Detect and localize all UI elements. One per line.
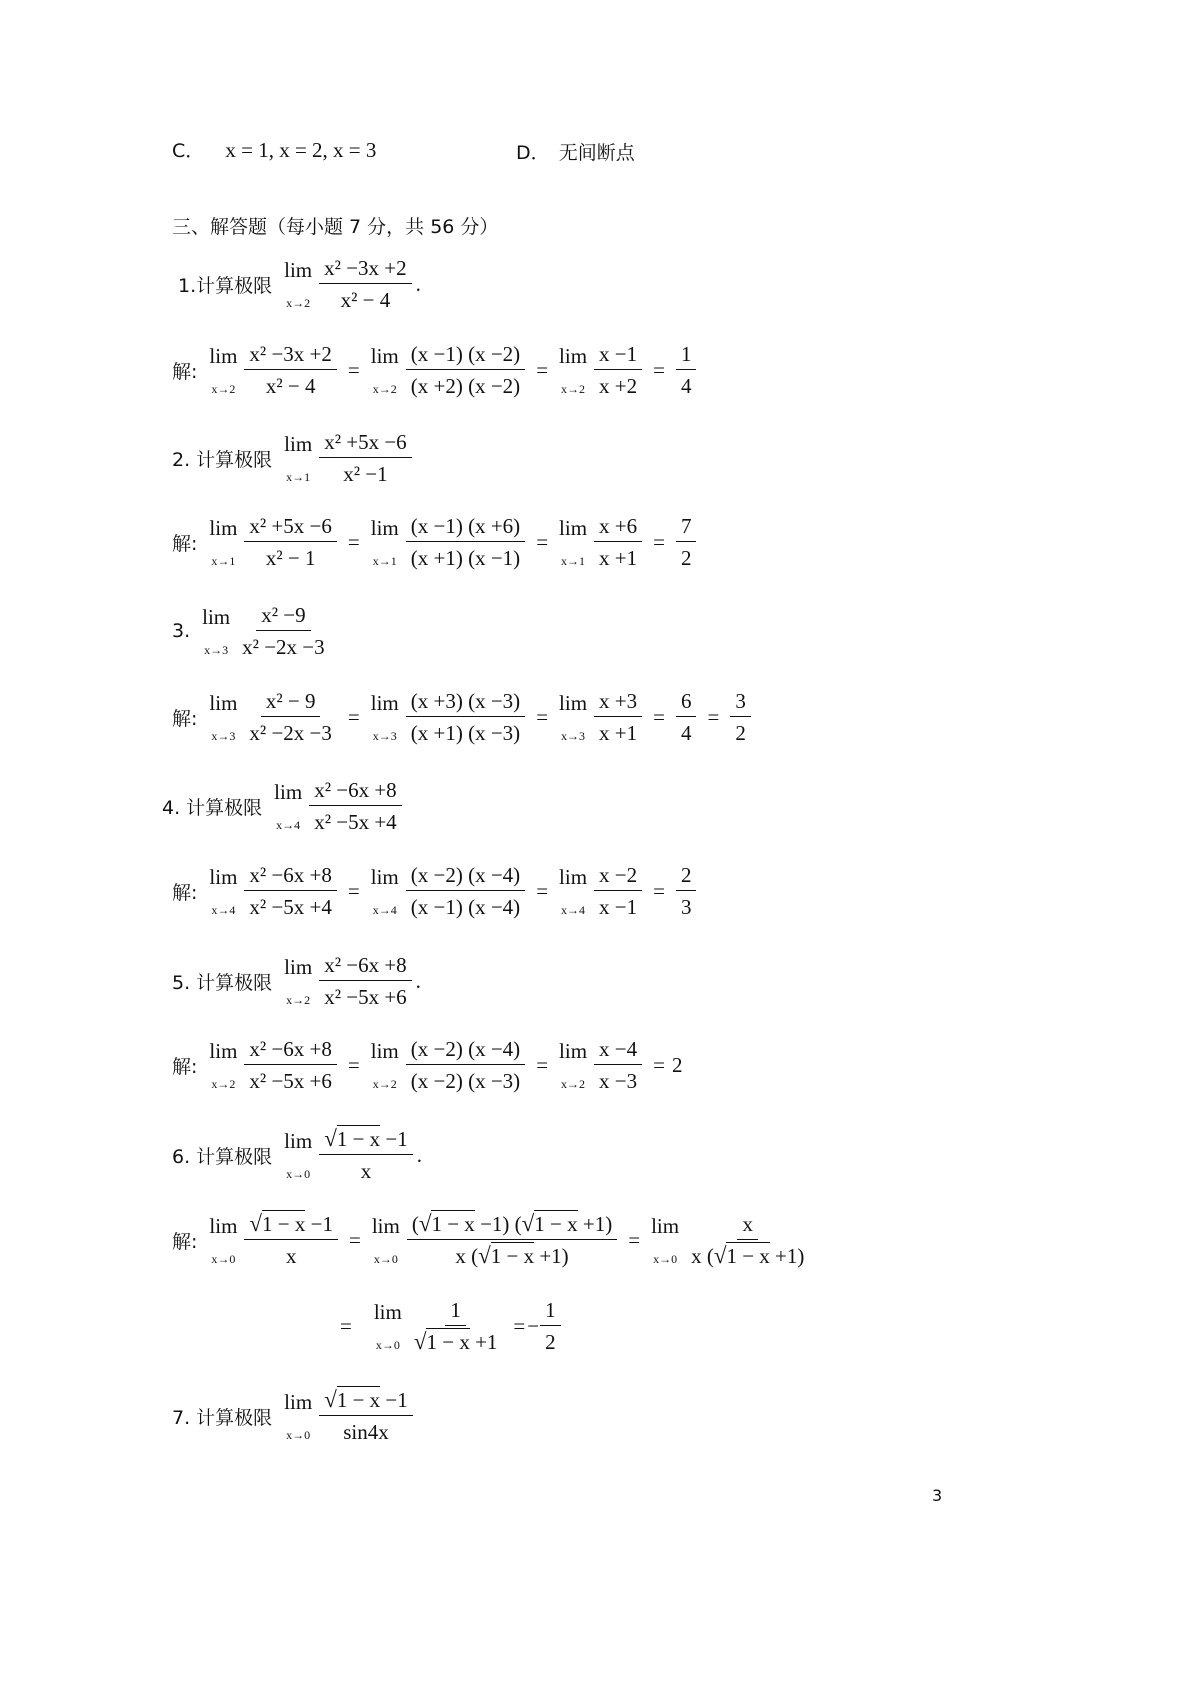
lim-subscript: x→2	[561, 1077, 586, 1091]
equals-sign: =	[536, 529, 549, 554]
lim-word: lim	[370, 344, 399, 368]
fraction	[676, 689, 697, 745]
lim-subscript: x→3	[204, 643, 229, 657]
equals-sign: =	[513, 1313, 526, 1338]
numerator: x +6	[594, 514, 642, 542]
radicand: 1 − x	[490, 1244, 535, 1268]
result-fraction	[540, 1298, 561, 1354]
numerator: 1	[676, 342, 697, 370]
numerator: (x −1) (x −2)	[406, 342, 525, 370]
denominator	[450, 1240, 573, 1268]
denominator: x² −5x +4	[314, 810, 397, 834]
fraction	[319, 953, 411, 1009]
limit-operator	[284, 258, 312, 310]
lim-word: lim	[373, 1300, 402, 1324]
lim-subscript: x→4	[276, 818, 301, 832]
lim-subscript: x→2	[372, 1077, 397, 1091]
equals-sign: =	[347, 357, 360, 382]
fraction	[319, 430, 411, 486]
lim-word: lim	[209, 344, 238, 368]
equals-sign: =	[347, 1052, 360, 1077]
numerator: x² −6x +8	[309, 778, 401, 806]
lim-word: lim	[284, 955, 313, 979]
denominator: x +1	[599, 546, 638, 570]
lim-subscript: x→1	[286, 470, 311, 484]
lim-word: lim	[370, 1039, 399, 1063]
problem-6	[172, 1127, 422, 1183]
denominator: sin4x	[343, 1420, 389, 1444]
radicand: 1 − x	[262, 1212, 306, 1236]
lim-subscript: x→0	[373, 1252, 398, 1266]
numerator: x −4	[594, 1037, 642, 1065]
numerator-tail: −1	[380, 1127, 408, 1151]
radical-sign: √	[478, 1243, 491, 1268]
lim-subscript: x→3	[561, 729, 586, 743]
denominator: x +2	[599, 374, 638, 398]
lim-subscript: x→3	[372, 729, 397, 743]
fraction	[594, 863, 642, 919]
radicand: 1 − x	[534, 1212, 578, 1236]
numerator: x −2	[594, 863, 642, 891]
lim-subscript: x→1	[372, 554, 397, 568]
equals-sign: =	[628, 1227, 641, 1252]
limit-operator	[209, 865, 237, 917]
fraction	[594, 342, 642, 398]
result-fraction	[676, 863, 697, 919]
option-d	[516, 138, 635, 165]
lim-subscript: x→2	[211, 1077, 236, 1091]
limit-operator	[374, 1300, 402, 1352]
problem-3	[172, 603, 334, 659]
radical-sign: √	[324, 1126, 337, 1151]
numerator: (x −2) (x −4)	[406, 1037, 525, 1065]
fraction	[406, 342, 525, 398]
problem-5	[172, 953, 421, 1009]
lim-word: lim	[284, 432, 313, 456]
solution-1	[172, 342, 700, 398]
solution-2	[172, 514, 700, 570]
solution-4	[172, 863, 700, 919]
denominator: x −1	[599, 895, 638, 919]
result-fraction	[676, 514, 697, 570]
denominator: (x +1) (x −1)	[410, 546, 521, 570]
fraction	[686, 1212, 809, 1268]
limit-operator	[202, 605, 230, 657]
result-fraction	[730, 689, 751, 745]
period: .	[415, 968, 421, 993]
radical-sign: √	[324, 1387, 337, 1412]
denominator: (x +2) (x −2)	[410, 374, 521, 398]
problem-4	[162, 778, 406, 834]
numerator: x² −6x +8	[244, 863, 336, 891]
lim-subscript: x→4	[211, 903, 236, 917]
equals-sign: =	[340, 1313, 352, 1338]
lim-word: lim	[370, 516, 399, 540]
lim-word: lim	[559, 691, 588, 715]
fraction	[319, 1388, 413, 1444]
problem-7	[172, 1388, 417, 1444]
limit-operator	[209, 691, 237, 743]
equals-sign: =	[653, 357, 665, 382]
lim-subscript: x→0	[286, 1167, 311, 1181]
limit-operator	[371, 865, 399, 917]
numerator: x² −6x +8	[319, 953, 411, 981]
limit-operator	[371, 1039, 399, 1091]
period: .	[415, 271, 421, 296]
lim-word: lim	[370, 691, 399, 715]
numerator: (x −1) (x +6)	[406, 514, 525, 542]
numerator: 3	[730, 689, 751, 717]
denominator: 2	[735, 721, 746, 745]
limit-operator	[372, 1214, 400, 1266]
numerator: (x −2) (x −4)	[406, 863, 525, 891]
paren: (	[411, 1212, 419, 1236]
denominator: x² −2x −3	[242, 635, 325, 659]
numerator	[407, 1212, 617, 1240]
problem-label: 3.	[172, 620, 191, 642]
solution-label: 解:	[172, 881, 198, 904]
equals-sign: =	[347, 704, 360, 729]
limit-operator	[209, 344, 237, 396]
problem-label: 1.计算极限	[178, 274, 273, 297]
limit-operator	[209, 516, 237, 568]
numerator: x² −9	[256, 603, 310, 631]
fraction	[594, 514, 642, 570]
fraction	[406, 1037, 525, 1093]
lim-word: lim	[370, 865, 399, 889]
lim-word: lim	[209, 1039, 238, 1063]
result-fraction	[676, 342, 697, 398]
lim-subscript: x→2	[372, 382, 397, 396]
equals-sign: =	[536, 357, 549, 382]
problem-label: 6. 计算极限	[172, 1145, 273, 1168]
lim-subscript: x→0	[286, 1428, 311, 1442]
fraction	[244, 342, 336, 398]
limit-operator	[284, 1129, 312, 1181]
lim-subscript: x→2	[561, 382, 586, 396]
radical-sign: √	[413, 1329, 427, 1354]
denominator-pre: x (	[691, 1244, 714, 1268]
radicand: 1 − x	[336, 1388, 381, 1412]
radicand: 1 − x	[726, 1244, 770, 1268]
denominator: x² −5x +6	[324, 985, 407, 1009]
denominator: (x −2) (x −3)	[410, 1069, 521, 1093]
fraction	[594, 1037, 642, 1093]
lim-subscript: x→2	[286, 993, 311, 1007]
lim-word: lim	[284, 1390, 313, 1414]
radical-sign: √	[521, 1211, 535, 1236]
denominator: x² −2x −3	[249, 721, 332, 745]
fraction	[409, 1298, 503, 1354]
limit-operator	[371, 344, 399, 396]
equals-sign: =	[536, 704, 549, 729]
equals-sign: =	[348, 1227, 361, 1252]
denominator: x +1	[599, 721, 638, 745]
fraction	[244, 863, 336, 919]
option-d-text: 无间断点	[558, 142, 635, 164]
fraction	[406, 689, 525, 745]
fraction	[244, 689, 336, 745]
numerator: x² − 9	[261, 689, 321, 717]
limit-operator	[209, 1214, 237, 1266]
lim-subscript: x→0	[211, 1252, 236, 1266]
lim-subscript: x→1	[211, 554, 236, 568]
lim-word: lim	[559, 516, 588, 540]
denominator-end: +1	[469, 1330, 498, 1354]
lim-word: lim	[209, 691, 238, 715]
limit-operator	[651, 1214, 679, 1266]
fraction	[407, 1212, 617, 1268]
fraction	[594, 689, 642, 745]
limit-operator	[371, 516, 399, 568]
denominator: 4	[680, 721, 692, 745]
limit-operator	[284, 432, 312, 484]
lim-subscript: x→4	[561, 903, 586, 917]
solution-label: 解:	[172, 707, 198, 730]
fraction	[244, 1037, 336, 1093]
solution-5	[172, 1037, 682, 1093]
denominator-end: +1)	[534, 1244, 569, 1268]
numerator: 1	[540, 1298, 561, 1326]
lim-subscript: x→0	[653, 1252, 678, 1266]
problem-label: 4. 计算极限	[162, 796, 263, 819]
numerator: x	[737, 1212, 758, 1240]
lim-subscript: x→2	[211, 382, 236, 396]
result-value: 2	[671, 1052, 683, 1077]
denominator: 2	[545, 1330, 556, 1354]
lim-word: lim	[284, 1129, 313, 1153]
numerator: 6	[676, 689, 697, 717]
denominator	[686, 1240, 809, 1268]
numerator	[244, 1212, 338, 1240]
lim-word: lim	[651, 1214, 680, 1238]
numerator: x² −3x +2	[244, 342, 336, 370]
fraction	[244, 514, 336, 570]
solution-label: 解:	[172, 360, 198, 383]
fraction	[237, 603, 329, 659]
lim-subscript: x→2	[286, 296, 311, 310]
radical-sign: √	[418, 1211, 432, 1236]
fraction	[406, 863, 525, 919]
lim-word: lim	[559, 865, 588, 889]
radicand: 1 − x	[431, 1212, 475, 1236]
numerator: x² +5x −6	[319, 430, 411, 458]
equals-sign: =	[536, 1052, 549, 1077]
equals-sign: =	[653, 878, 665, 903]
lim-subscript: x→1	[561, 554, 586, 568]
option-c	[172, 136, 376, 163]
problem-2	[172, 430, 416, 486]
limit-operator	[559, 691, 587, 743]
numerator-end: +1)	[577, 1212, 613, 1236]
denominator: x	[285, 1244, 297, 1268]
denominator: x² −5x +6	[249, 1069, 332, 1093]
fraction	[406, 514, 525, 570]
numerator	[319, 1388, 413, 1416]
fraction	[319, 1127, 413, 1183]
lim-word: lim	[371, 1214, 400, 1238]
denominator-pre: x (	[455, 1244, 479, 1268]
denominator: x	[360, 1159, 372, 1183]
lim-subscript: x→0	[375, 1338, 400, 1352]
denominator	[409, 1326, 503, 1354]
equals-sign: =	[707, 704, 720, 729]
limit-operator	[274, 780, 302, 832]
solution-label: 解:	[172, 1055, 198, 1078]
radical-sign: √	[249, 1211, 263, 1236]
limit-operator	[559, 516, 587, 568]
denominator: (x −1) (x −4)	[410, 895, 521, 919]
numerator	[319, 1127, 413, 1155]
denominator: x² − 4	[265, 374, 316, 398]
numerator: x +3	[594, 689, 642, 717]
limit-operator	[284, 955, 312, 1007]
fraction	[244, 1212, 338, 1268]
minus-sign: −	[527, 1313, 540, 1338]
denominator: x² −5x +4	[249, 895, 332, 919]
equals-sign: =	[536, 878, 549, 903]
radical-sign: √	[713, 1243, 727, 1268]
denominator: 4	[680, 374, 692, 398]
fraction	[309, 778, 401, 834]
numerator: 1	[445, 1298, 466, 1326]
limit-operator	[559, 344, 587, 396]
problem-label: 5. 计算极限	[172, 971, 273, 994]
option-c-label: C．	[172, 140, 205, 162]
solution-3	[172, 689, 755, 745]
radicand: 1 − x	[426, 1330, 470, 1354]
lim-word: lim	[284, 258, 313, 282]
lim-word: lim	[202, 605, 231, 629]
section-header: 三、解答题（每小题 7 分，共 56 分）	[172, 216, 499, 238]
denominator: (x +1) (x −3)	[410, 721, 521, 745]
numerator-tail: −1	[380, 1388, 408, 1412]
problem-label: 7. 计算极限	[172, 1406, 273, 1429]
radicand: 1 − x	[336, 1127, 381, 1151]
period: .	[416, 1142, 422, 1167]
solution-label: 解:	[172, 532, 198, 555]
page-number: 3	[932, 1486, 943, 1505]
denominator: 2	[680, 546, 692, 570]
problem-1	[178, 256, 421, 312]
lim-word: lim	[209, 1214, 238, 1238]
solution-label: 解:	[172, 1230, 198, 1253]
lim-word: lim	[559, 344, 588, 368]
limit-operator	[284, 1390, 312, 1442]
equals-sign: =	[653, 704, 665, 729]
denominator: x −3	[599, 1069, 638, 1093]
equals-sign: =	[653, 1052, 665, 1077]
denominator: x² −1	[343, 462, 388, 486]
lim-word: lim	[559, 1039, 588, 1063]
solution-6-line-2	[340, 1298, 565, 1354]
numerator: 7	[676, 514, 697, 542]
lim-word: lim	[274, 780, 303, 804]
fraction	[319, 256, 411, 312]
numerator-mid: −1) (	[474, 1212, 522, 1236]
denominator-end: +1)	[769, 1244, 805, 1268]
option-c-expr: x = 1, x = 2, x = 3	[225, 138, 377, 162]
equals-sign: =	[347, 878, 360, 903]
denominator: 3	[680, 895, 692, 919]
limit-operator	[209, 1039, 237, 1091]
numerator: x² −6x +8	[244, 1037, 336, 1065]
limit-operator	[559, 865, 587, 917]
lim-subscript: x→3	[211, 729, 236, 743]
limit-operator	[371, 691, 399, 743]
problem-label: 2. 计算极限	[172, 448, 273, 471]
lim-word: lim	[209, 865, 238, 889]
solution-6	[172, 1212, 813, 1268]
numerator: 2	[676, 863, 697, 891]
denominator: x² − 4	[340, 288, 391, 312]
limit-operator	[559, 1039, 587, 1091]
option-d-label: D．	[516, 142, 550, 164]
numerator: x² +5x −6	[244, 514, 336, 542]
numerator: x² −3x +2	[319, 256, 411, 284]
denominator: x² − 1	[265, 546, 316, 570]
equals-sign: =	[653, 529, 665, 554]
numerator: x −1	[594, 342, 642, 370]
equals-sign: =	[347, 529, 360, 554]
lim-word: lim	[209, 516, 238, 540]
numerator: (x +3) (x −3)	[406, 689, 525, 717]
lim-subscript: x→4	[372, 903, 397, 917]
numerator-tail: −1	[305, 1212, 333, 1236]
